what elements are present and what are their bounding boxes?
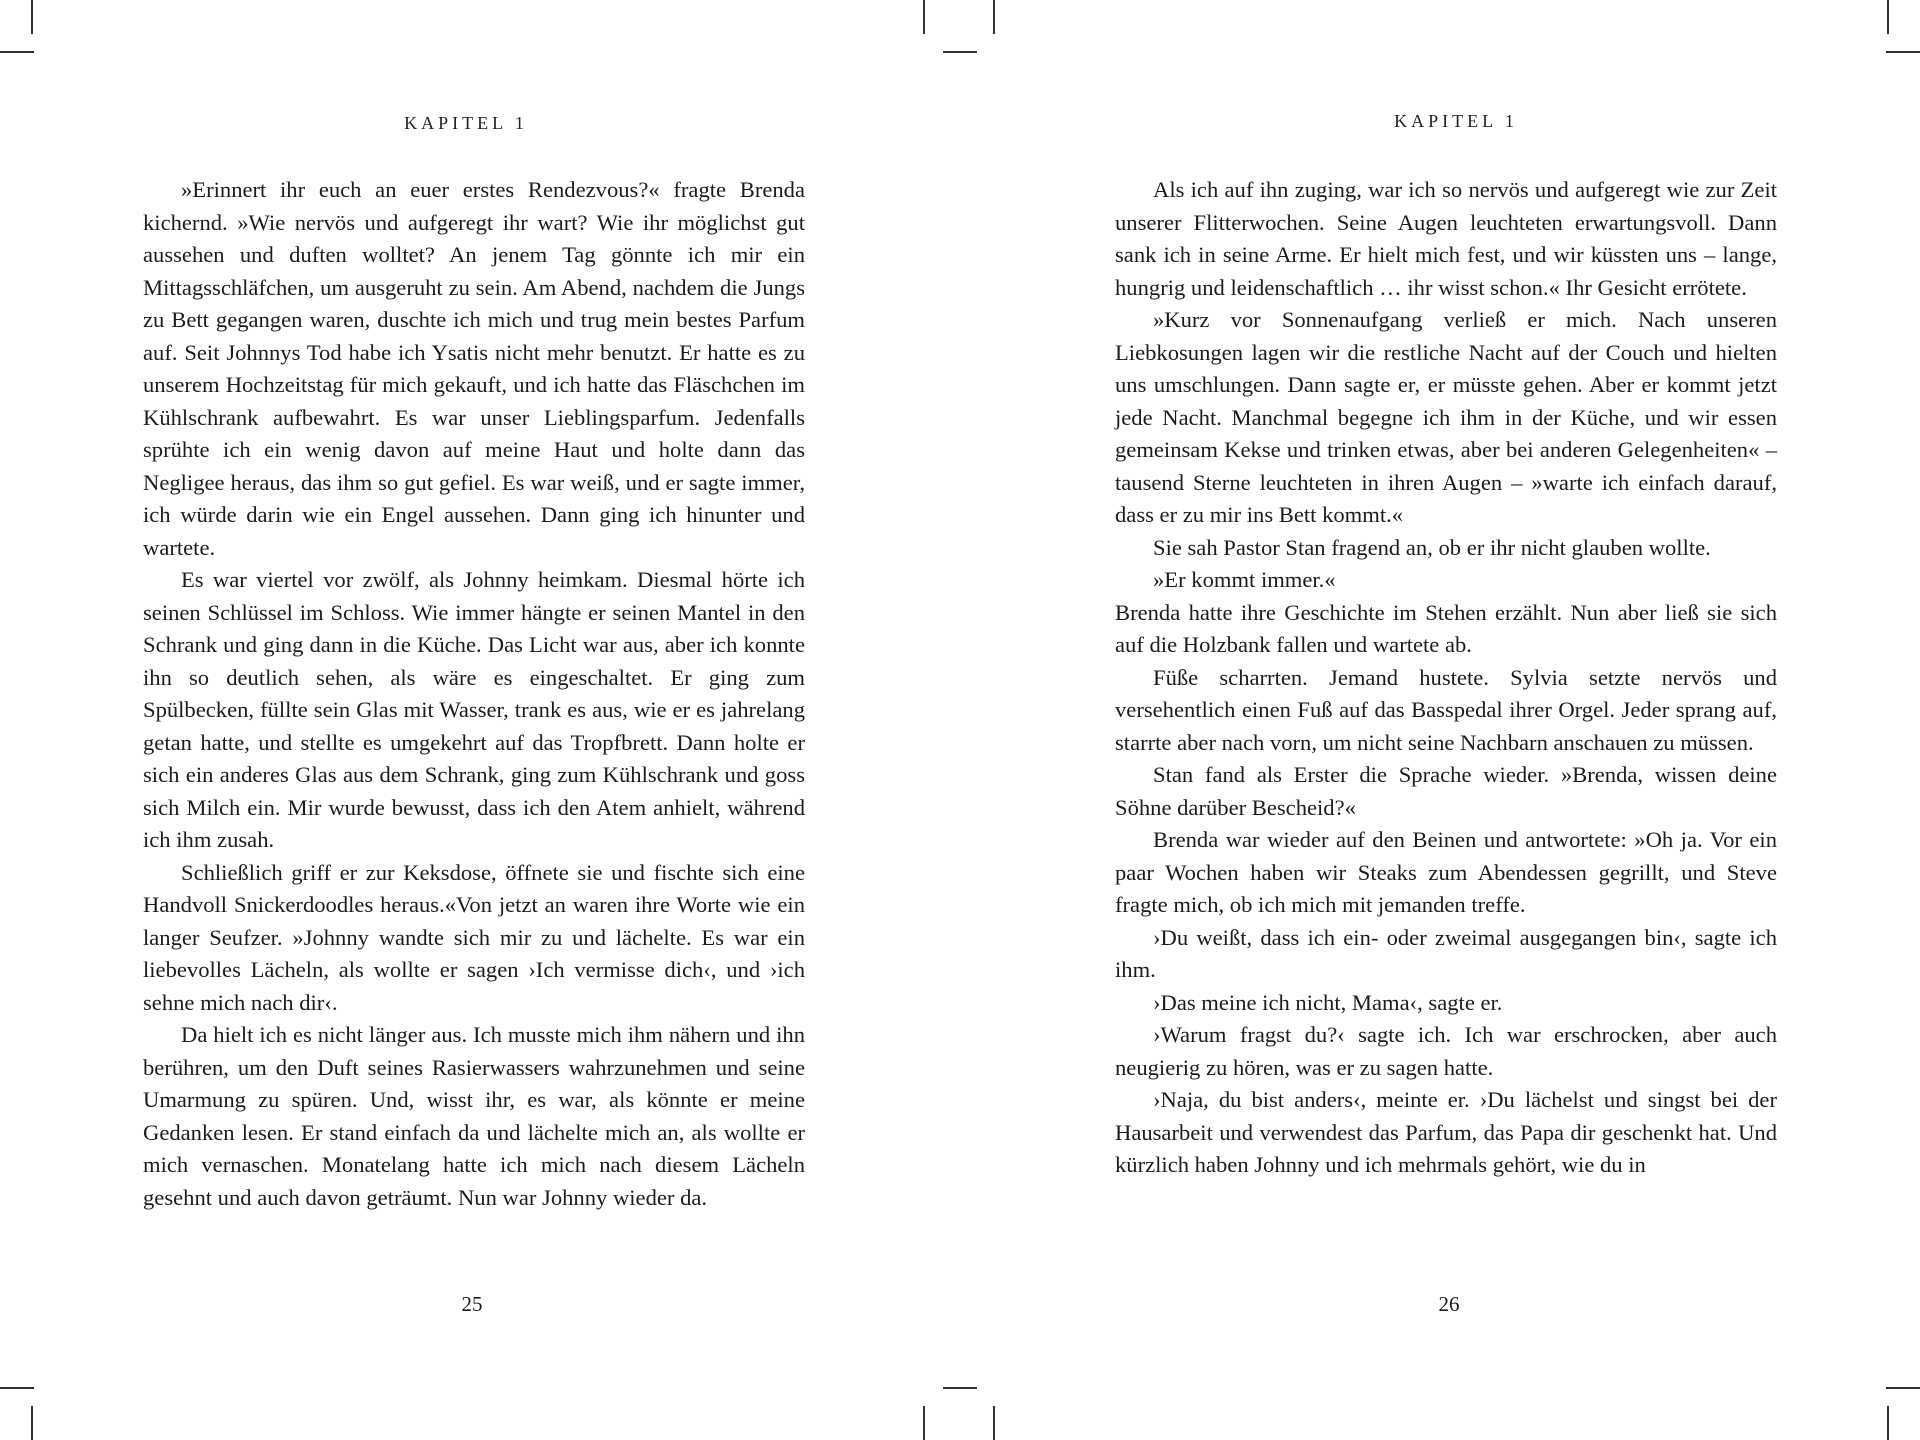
paragraph: ›Naja, du bist anders‹, meinte er. ›Du lächelst und singst bei der Hausarbeit und verwendest das Parfum, das Papa dir geschenkt hat. Und kürzlich haben Johnny und ich mehrmals gehört, wie du in: [1115, 1087, 1777, 1177]
paragraph: »Kurz vor Sonnenaufgang verließ er mich. Nach unseren Liebkosungen lagen wir die restliche Nacht auf der Couch und hielten uns umschlungen. Dann sagte er, er müsste gehen. Aber er kommt jetzt jede Nacht. Manchmal begegne ich ihm in der Küche, und wir essen gemeinsam Kekse und trinken etwas, aber bei anderen Gelegenheiten« – tausend Sterne leuchteten in ihren Augen – »warte ich einfach darauf, dass er zu mir ins Bett kommt.«: [1115, 307, 1777, 527]
page-body: [143, 174, 805, 1214]
page-body: [1115, 174, 1777, 1182]
crop-mark: [943, 51, 977, 53]
page-number: 26: [1438, 1292, 1460, 1316]
paragraph: ›Warum fragst du?‹ sagte ich. Ich war erschrocken, aber auch neugierig zu hören, was er zu sagen hatte.: [1115, 1022, 1777, 1080]
paragraph: ›Das meine ich nicht, Mama‹, sagte er.: [1153, 989, 1503, 1015]
crop-mark: [923, 0, 925, 34]
right-page: [1115, 0, 1777, 1440]
running-header: KAPITEL 1: [1394, 111, 1518, 131]
crop-mark: [0, 1387, 34, 1389]
left-page: [143, 0, 805, 1440]
paragraph: Da hielt ich es nicht länger aus. Ich musste mich ihm nähern und ihn berühren, um den Duft seines Rasierwassers wahrzunehmen und seine Umarmung zu spüren. Und, wisst ihr, es war, als könnte er meine Gedanken lesen. Er stand einfach da und lächelte mich an, als wollte er mich vernaschen. Monatelang hatte ich mich nach diesem Lächeln gesehnt und auch davon geträumt. Nun war Johnny wieder da.: [143, 1022, 805, 1210]
crop-mark: [1886, 1387, 1920, 1389]
paragraph: Stan fand als Erster die Sprache wieder. »Brenda, wissen deine Söhne darüber Bescheid?«: [1115, 762, 1777, 820]
crop-mark: [993, 1406, 995, 1440]
running-header: KAPITEL 1: [404, 113, 528, 133]
paragraph: »Erinnert ihr euch an euer erstes Rendezvous?« fragte Brenda kichernd. »Wie nervös und aufgeregt ihr wart? Wie ihr möglichst gut aussehen und duften wolltet? An jenem Tag gönnte ich mir ein Mittagsschläfchen, um ausgeruht zu sein. Am Abend, nachdem die Jungs zu Bett gegangen waren, duschte ich mich und trug mein bestes Parfum auf. Seit Johnnys Tod habe ich Ysatis nicht mehr benutzt. Er hatte es zu unserem Hochzeitstag für mich gekauft, und ich hatte das Fläschchen im Kühlschrank aufbewahrt. Es war unser Lieblingsparfum. Jedenfalls sprühte ich ein wenig davon auf meine Haut und holte dann das Negligee heraus, das ihm so gut gefiel. Es war weiß, und er sagte immer, ich würde darin wie ein Engel aussehen. Dann ging ich hinunter und wartete.: [143, 177, 805, 560]
crop-mark: [1887, 1406, 1889, 1440]
crop-mark: [31, 0, 33, 34]
crop-mark: [1886, 51, 1920, 53]
crop-mark: [31, 1406, 33, 1440]
paragraph: Brenda hatte ihre Geschichte im Stehen erzählt. Nun aber ließ sie sich auf die Holzbank fallen und wartete ab.: [1115, 599, 1777, 657]
paragraph: ›Du weißt, dass ich ein- oder zweimal ausgegangen bin‹, sagte ich ihm.: [1115, 924, 1777, 982]
crop-mark: [1887, 0, 1889, 34]
paragraph: »Er kommt immer.«: [1153, 567, 1336, 592]
paragraph: Als ich auf ihn zuging, war ich so nervös und aufgeregt wie zur Zeit unserer Flitterwochen. Seine Augen leuchteten erwartungsvoll. Dann sank ich in seine Arme. Er hielt mich fest, und wir küssten uns – lange, hungrig und leidenschaftlich … ihr wisst schon.« Ihr Gesicht errötete.: [1115, 177, 1777, 300]
paragraph: Sie sah Pastor Stan fragend an, ob er ihr nicht glauben wollte.: [1153, 534, 1711, 560]
page-number: 25: [461, 1292, 483, 1316]
paragraph: Schließlich griff er zur Keksdose, öffnete sie und fischte sich eine Handvoll Snickerdoodles heraus.«Von jetzt an waren ihre Worte wie ein langer Seufzer. »Johnny wandte sich mir zu und lächelte. Es war ein liebevolles Lächeln, als wollte er sagen ›Ich vermisse dich‹, und ›ich sehne mich nach dir‹.: [143, 859, 805, 1015]
crop-mark: [0, 51, 34, 53]
paragraph: Brenda war wieder auf den Beinen und antwortete: »Oh ja. Vor ein paar Wochen haben wir Steaks zum Abendessen gegrillt, und Steve fragte mich, ob ich mich mit jemanden treffe.: [1115, 827, 1777, 917]
crop-mark: [943, 1387, 977, 1389]
paragraph: Es war viertel vor zwölf, als Johnny heimkam. Diesmal hörte ich seinen Schlüssel im Schloss. Wie immer hängte er seinen Mantel in den Schrank und ging dann in die Küche. Das Licht war aus, aber ich konnte ihn so deutlich sehen, als wäre es eingeschaltet. Er ging zum Spülbecken, füllte sein Glas mit Wasser, trank es aus, wie er es jahrelang getan hatte, und stellte es umgekehrt auf das Tropfbrett. Dann holte er sich ein anderes Glas aus dem Schrank, ging zum Kühlschrank und goss sich Milch ein. Mir wurde bewusst, dass ich den Atem anhielt, während ich ihm zusah.: [143, 567, 805, 852]
paragraph: Füße scharrten. Jemand hustete. Sylvia setzte nervös und versehentlich einen Fuß auf das Basspedal ihrer Orgel. Jeder sprang auf, starrte aber nach vorn, um nicht seine Nachbarn anschauen zu müssen.: [1115, 664, 1777, 755]
crop-mark: [993, 0, 995, 34]
crop-mark: [923, 1406, 925, 1440]
